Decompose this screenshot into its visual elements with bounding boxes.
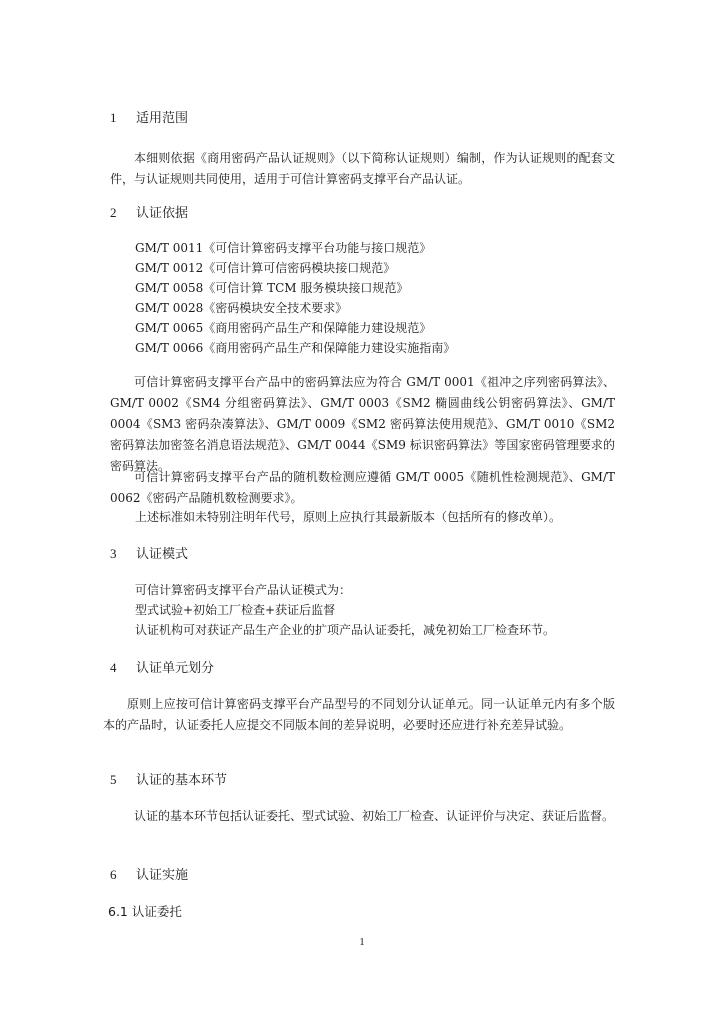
standard-item: GM/T 0012《可信计算可信密码模块接口规范》 [135, 261, 396, 275]
section-title: 认证依据 [136, 206, 189, 221]
algorithm-paragraph: 可信计算密码支撑平台产品中的密码算法应为符合 GM/T 0001《祖冲之序列密码算法》、GM/T 0002《SM4 分组密码算法》、GM/T 0003《SM2 椭圆曲线公钥密码算法》、GM/T 0004《SM3 密码杂凑算法》、GM/T 0009《SM2 密码算法使用规范》、GM/T 0010《SM2 密码算法加密签名消息语法规范》、GM/T 0044《SM9 标识密码算法》等国家密码管理要求的密码算法。 [110, 375, 615, 473]
standard-item: GM/T 0011《可信计算密码支撑平台功能与接口规范》 [135, 241, 432, 255]
mode-line: 型式试验+初始工厂检查+获证后监督 [135, 603, 336, 617]
section-title: 认证实施 [136, 868, 189, 883]
section-heading-scope [110, 110, 188, 127]
section-heading-implementation [110, 867, 188, 884]
standard-item: GM/T 0028《密码模块安全技术要求》 [135, 301, 348, 315]
units-paragraph: 原则上应按可信计算密码支撑平台产品型号的不同划分认证单元。同一认证单元内有多个版本的产品时，认证委托人应提交不同版本间的差异说明，必要时还应进行补充差异试验。 [103, 697, 615, 732]
section-heading-units [110, 660, 214, 677]
section-number: 6 [110, 867, 117, 882]
section-heading-basic-steps [110, 772, 227, 789]
section-heading-mode [110, 546, 188, 563]
section-title: 认证单元划分 [136, 661, 215, 676]
section-number: 4 [110, 660, 117, 675]
version-note: 上述标准如未特别注明年代号，原则上应执行其最新版本（包括所有的修改单）。 [135, 510, 562, 524]
mode-line: 认证机构可对获证产品生产企业的扩项产品认证委托，减免初始工厂检查环节。 [135, 623, 556, 637]
page-number: 1 [359, 936, 365, 948]
section-title: 适用范围 [136, 111, 189, 126]
section-number: 5 [110, 772, 117, 787]
standard-item: GM/T 0058《可信计算 TCM 服务模块接口规范》 [135, 281, 409, 295]
section-number: 1 [110, 110, 117, 125]
standard-item: GM/T 0066《商用密码产品生产和保障能力建设实施指南》 [135, 341, 456, 355]
random-number-paragraph: 可信计算密码支撑平台产品的随机数检测应遵循 GM/T 0005《随机性检测规范》、GM/T 0062《密码产品随机数检测要求》。 [110, 470, 615, 505]
scope-paragraph: 本细则依据《商用密码产品认证规则》（以下简称认证规则）编制，作为认证规则的配套文件，与认证规则共同使用，适用于可信计算密码支撑平台产品认证。 [110, 151, 615, 186]
section-number: 3 [110, 546, 117, 561]
basic-steps-paragraph: 认证的基本环节包括认证委托、型式试验、初始工厂检查、认证评价与决定、获证后监督。 [134, 809, 615, 823]
mode-line: 可信计算密码支撑平台产品认证模式为： [135, 583, 352, 597]
subsection-heading-certification-entrustment: 6.1 认证委托 [108, 904, 182, 919]
section-title: 认证模式 [136, 547, 189, 562]
standard-item: GM/T 0065《商用密码产品生产和保障能力建设规范》 [135, 321, 432, 335]
section-number: 2 [110, 205, 117, 220]
section-title: 认证的基本环节 [136, 773, 228, 788]
section-heading-basis [110, 205, 188, 222]
